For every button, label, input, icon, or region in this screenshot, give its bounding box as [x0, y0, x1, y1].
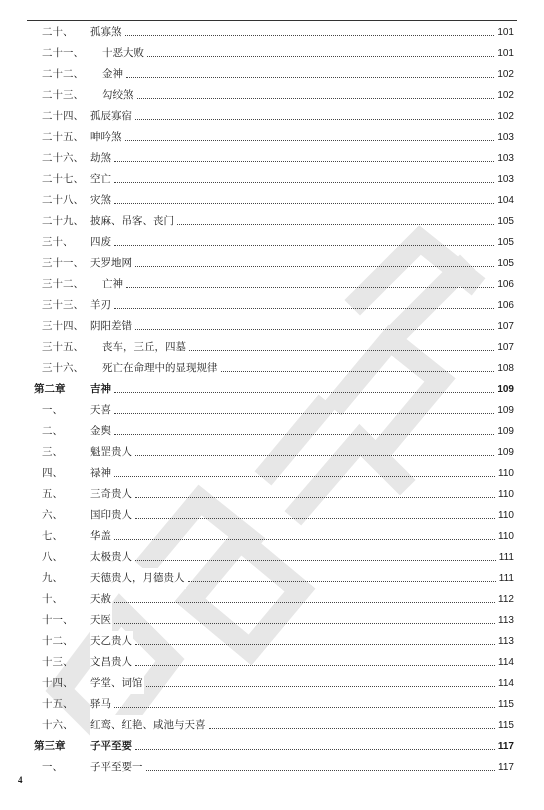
toc-entry-number: 二、	[42, 425, 63, 437]
toc-entry-page: 114	[497, 652, 514, 673]
toc-entry-number: 一、	[42, 404, 63, 416]
toc-dot-leader	[114, 392, 494, 393]
toc-entry[interactable]	[0, 148, 544, 169]
toc-entry[interactable]	[0, 526, 544, 547]
toc-entry[interactable]	[0, 652, 544, 673]
toc-entry-page: 109	[496, 442, 514, 463]
toc-entry-title: 驿马	[90, 694, 112, 715]
toc-entry-page: 113	[497, 631, 514, 652]
toc-dot-leader	[135, 560, 496, 561]
toc-entry-page: 105	[496, 232, 514, 253]
toc-entry[interactable]	[0, 106, 544, 127]
toc-entry-page: 102	[496, 85, 514, 106]
toc-entry-number: 三十四、	[42, 320, 84, 332]
toc-entry-page: 109	[496, 421, 514, 442]
toc-entry-number: 十四、	[42, 677, 74, 689]
toc-entry-number: 三十一、	[42, 257, 84, 269]
toc-entry-number: 二十、	[42, 26, 74, 38]
toc-dot-leader	[146, 770, 495, 771]
toc-dot-leader	[135, 119, 494, 120]
toc-entry-title: 死亡在命理中的显现规律	[102, 358, 219, 379]
toc-entry-page: 104	[496, 190, 514, 211]
toc-entry-title: 金舆	[90, 421, 112, 442]
toc-entry-page: 105	[496, 253, 514, 274]
toc-entry-number: 二十八、	[42, 194, 84, 206]
toc-entry-title: 灾煞	[90, 190, 112, 211]
toc-entry-title: 天医	[90, 610, 112, 631]
toc-entry-title: 羊刃	[90, 295, 112, 316]
toc-entry-number: 三、	[42, 446, 63, 458]
toc-entry[interactable]	[0, 484, 544, 505]
toc-entry-page: 115	[497, 715, 514, 736]
toc-dot-leader	[137, 98, 494, 99]
toc-entry[interactable]	[0, 358, 544, 379]
toc-entry-page: 108	[496, 358, 514, 379]
toc-entry-title: 吉神	[90, 379, 112, 400]
toc-entry-number: 二十六、	[42, 152, 84, 164]
toc-dot-leader	[114, 413, 494, 414]
toc-entry-title: 天德贵人，月德贵人	[90, 568, 186, 589]
toc-entry-number: 十五、	[42, 698, 74, 710]
toc-dot-leader	[114, 623, 495, 624]
toc-dot-leader	[125, 140, 494, 141]
toc-entry-number: 二十七、	[42, 173, 84, 185]
toc-entry[interactable]	[0, 547, 544, 568]
toc-entry[interactable]	[0, 316, 544, 337]
toc-entry-title: 国印贵人	[90, 505, 133, 526]
toc-entry[interactable]	[0, 400, 544, 421]
toc-entry-number: 十二、	[42, 635, 74, 647]
toc-entry[interactable]	[0, 631, 544, 652]
toc-entry[interactable]	[0, 610, 544, 631]
toc-entry[interactable]	[0, 694, 544, 715]
toc-entry-page: 101	[496, 43, 514, 64]
toc-entry-page: 114	[497, 673, 514, 694]
toc-entry-title: 呻吟煞	[90, 127, 123, 148]
toc-entry-page: 107	[496, 337, 514, 358]
toc-entry[interactable]	[0, 190, 544, 211]
toc-entry-title: 文昌贵人	[90, 652, 133, 673]
toc-entry-page: 103	[496, 127, 514, 148]
toc-entry-number: 五、	[42, 488, 63, 500]
toc-entry-title: 四废	[90, 232, 112, 253]
toc-entry-page: 110	[497, 526, 514, 547]
toc-dot-leader	[135, 497, 495, 498]
toc-dot-leader	[135, 665, 495, 666]
toc-entry[interactable]	[0, 757, 544, 778]
toc-entry-title: 天罗地网	[90, 253, 133, 274]
toc-entry[interactable]	[0, 64, 544, 85]
toc-dot-leader	[135, 644, 495, 645]
toc-entry[interactable]	[0, 442, 544, 463]
toc-entry-page: 107	[496, 316, 514, 337]
toc-dot-leader	[135, 329, 494, 330]
toc-dot-leader	[189, 350, 494, 351]
toc-entry-page: 102	[496, 64, 514, 85]
toc-entry-page: 111	[498, 568, 514, 589]
toc-entry-title: 亡神	[102, 274, 124, 295]
toc-entry-title: 勾绞煞	[102, 85, 135, 106]
toc-dot-leader	[114, 602, 495, 603]
toc-entry-page: 117	[497, 736, 514, 757]
toc-entry-number: 二十五、	[42, 131, 84, 143]
toc-entry-title: 天赦	[90, 589, 112, 610]
toc-entry-number: 四、	[42, 467, 63, 479]
toc-dot-leader	[114, 161, 494, 162]
toc-entry-title: 天喜	[90, 400, 112, 421]
toc-entry-title: 魁罡贵人	[90, 442, 133, 463]
toc-entry-number: 十六、	[42, 719, 74, 731]
toc-entry-page: 112	[497, 589, 514, 610]
toc-chapter-entry[interactable]	[0, 736, 544, 757]
header-rule	[27, 20, 517, 21]
toc-dot-leader	[114, 707, 495, 708]
toc-entry-number: 二十四、	[42, 110, 84, 122]
toc-dot-leader	[221, 371, 494, 372]
toc-entry-title: 子平至要	[90, 736, 133, 757]
toc-entry[interactable]	[0, 673, 544, 694]
toc-dot-leader	[126, 287, 494, 288]
toc-entry[interactable]	[0, 43, 544, 64]
toc-entry-number: 三十、	[42, 236, 74, 248]
toc-entry-page: 113	[497, 610, 514, 631]
toc-chapter-entry[interactable]	[0, 379, 544, 400]
toc-entry-page: 110	[497, 463, 514, 484]
toc-entry-title: 孤辰寡宿	[90, 106, 133, 127]
toc-entry[interactable]	[0, 463, 544, 484]
toc-entry-title: 太极贵人	[90, 547, 133, 568]
toc-entry-page: 109	[496, 379, 514, 400]
toc-entry-number: 九、	[42, 572, 63, 584]
toc-entry-number: 二十九、	[42, 215, 84, 227]
toc-entry-number: 二十三、	[42, 89, 84, 101]
toc-entry-page: 111	[498, 547, 514, 568]
toc-entry-number: 三十三、	[42, 299, 84, 311]
toc-entry-number: 三十五、	[42, 341, 84, 353]
toc-dot-leader	[135, 749, 495, 750]
toc-dot-leader	[177, 224, 494, 225]
toc-entry-page: 109	[496, 400, 514, 421]
toc-dot-leader	[146, 686, 495, 687]
toc-entry-title: 红鸾、红艳、咸池与天喜	[90, 715, 207, 736]
toc-entry-title: 空亡	[90, 169, 112, 190]
toc-entry-page: 103	[496, 169, 514, 190]
toc-dot-leader	[209, 728, 495, 729]
toc-entry-page: 106	[496, 274, 514, 295]
toc-entry-page: 117	[497, 757, 514, 778]
toc-dot-leader	[114, 203, 494, 204]
toc-entry-title: 丧车，三丘，四墓	[102, 337, 187, 358]
toc-entry[interactable]	[0, 232, 544, 253]
toc-dot-leader	[114, 182, 494, 183]
table-of-contents	[0, 22, 544, 778]
toc-entry-title: 披麻、吊客、丧门	[90, 211, 175, 232]
toc-dot-leader	[188, 581, 496, 582]
toc-entry-number: 十一、	[42, 614, 74, 626]
toc-dot-leader	[135, 518, 495, 519]
toc-dot-leader	[125, 35, 494, 36]
toc-entry-title: 学堂、词馆	[90, 673, 144, 694]
toc-entry-page: 102	[496, 106, 514, 127]
toc-entry-title: 子平至要一	[90, 757, 144, 778]
toc-entry-number: 二十一、	[42, 47, 84, 59]
toc-entry-number: 三十二、	[42, 278, 84, 290]
toc-entry-title: 金神	[102, 64, 124, 85]
toc-entry[interactable]	[0, 85, 544, 106]
toc-entry-page: 115	[497, 694, 514, 715]
toc-entry-page: 105	[496, 211, 514, 232]
toc-entry-number: 二十二、	[42, 68, 84, 80]
toc-dot-leader	[114, 434, 494, 435]
toc-dot-leader	[135, 266, 494, 267]
toc-entry-title: 天乙贵人	[90, 631, 133, 652]
toc-dot-leader	[114, 308, 494, 309]
toc-entry-title: 孤寡煞	[90, 22, 123, 43]
toc-entry[interactable]	[0, 127, 544, 148]
page-number: 4	[18, 775, 23, 785]
toc-entry-number: 三十六、	[42, 362, 84, 374]
toc-entry-page: 110	[497, 484, 514, 505]
toc-entry[interactable]	[0, 253, 544, 274]
toc-entry[interactable]	[0, 295, 544, 316]
toc-entry-number: 七、	[42, 530, 63, 542]
toc-entry-number: 八、	[42, 551, 63, 563]
toc-entry[interactable]	[0, 22, 544, 43]
toc-entry-number: 第三章	[34, 740, 66, 752]
toc-entry-number: 十、	[42, 593, 63, 605]
toc-entry-number: 第二章	[34, 383, 66, 395]
toc-dot-leader	[114, 245, 494, 246]
toc-dot-leader	[147, 56, 494, 57]
toc-entry-page: 101	[496, 22, 514, 43]
toc-entry-number: 十三、	[42, 656, 74, 668]
toc-entry-number: 一、	[42, 761, 63, 773]
toc-entry-title: 阴阳差错	[90, 316, 133, 337]
toc-entry-title: 三奇贵人	[90, 484, 133, 505]
toc-entry-page: 103	[496, 148, 514, 169]
toc-entry[interactable]	[0, 169, 544, 190]
toc-dot-leader	[114, 476, 495, 477]
toc-entry-number: 六、	[42, 509, 63, 521]
toc-dot-leader	[126, 77, 494, 78]
toc-entry[interactable]	[0, 715, 544, 736]
toc-entry-title: 十恶大败	[102, 43, 145, 64]
toc-entry[interactable]	[0, 568, 544, 589]
toc-entry-title: 禄神	[90, 463, 112, 484]
toc-entry-page: 106	[496, 295, 514, 316]
toc-entry[interactable]	[0, 211, 544, 232]
toc-entry[interactable]	[0, 274, 544, 295]
toc-entry-title: 华盖	[90, 526, 112, 547]
toc-entry-title: 劫煞	[90, 148, 112, 169]
toc-entry[interactable]	[0, 505, 544, 526]
toc-dot-leader	[114, 539, 495, 540]
toc-entry[interactable]	[0, 337, 544, 358]
toc-entry[interactable]	[0, 421, 544, 442]
toc-entry-page: 110	[497, 505, 514, 526]
toc-entry[interactable]	[0, 589, 544, 610]
toc-dot-leader	[135, 455, 494, 456]
